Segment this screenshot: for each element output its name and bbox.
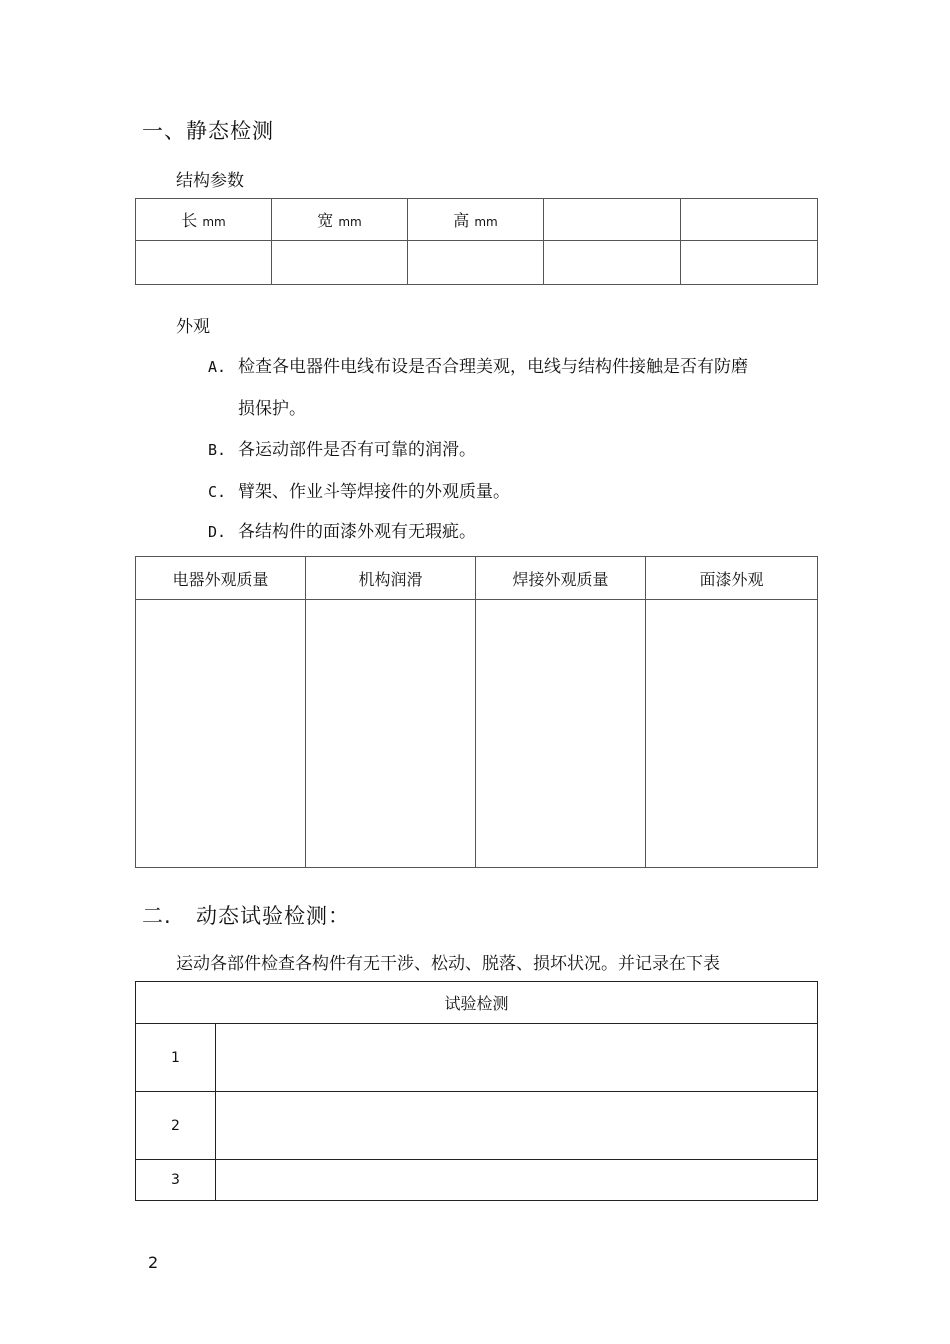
section1-heading: 一、静态检测 — [142, 119, 274, 143]
value-cell[interactable] — [136, 241, 272, 285]
page-number: 2 — [148, 1253, 159, 1272]
value-cell[interactable] — [216, 1092, 818, 1160]
value-cell[interactable] — [544, 241, 681, 285]
item-label: D. — [208, 523, 227, 541]
value-cell[interactable] — [136, 600, 306, 868]
section2-number: 二. — [142, 904, 172, 928]
row-number: 3 — [136, 1160, 216, 1201]
structure-table — [135, 198, 818, 285]
test-table — [135, 981, 818, 1201]
section2-description: 运动各部件检查各构件有无干涉、松动、脱落、损坏状况。并记录在下表 — [176, 954, 720, 974]
header-empty — [544, 199, 681, 241]
header-lubrication: 机构润滑 — [306, 557, 476, 600]
value-cell[interactable] — [216, 1160, 818, 1201]
value-cell[interactable] — [408, 241, 544, 285]
value-cell[interactable] — [646, 600, 818, 868]
item-label: A. — [208, 358, 227, 376]
item-label: C. — [208, 483, 227, 501]
value-cell[interactable] — [272, 241, 408, 285]
header-empty — [681, 199, 818, 241]
value-cell[interactable] — [681, 241, 818, 285]
value-cell[interactable] — [476, 600, 646, 868]
item-text: 检查各电器件电线布设是否合理美观，电线与结构件接触是否有防磨 — [238, 357, 748, 377]
value-cell[interactable] — [216, 1024, 818, 1092]
header-height: 高 mm — [408, 199, 544, 241]
header-welding: 焊接外观质量 — [476, 557, 646, 600]
item-label: B. — [208, 441, 227, 459]
header-width: 宽 mm — [272, 199, 408, 241]
checklist-item-a — [208, 352, 748, 377]
item-text: 各运动部件是否有可靠的润滑。 — [238, 440, 476, 460]
value-cell[interactable] — [306, 600, 476, 868]
row-number: 2 — [136, 1092, 216, 1160]
header-electrical: 电器外观质量 — [136, 557, 306, 600]
item-text: 臂架、作业斗等焊接件的外观质量。 — [238, 482, 510, 502]
checklist-item-c — [208, 477, 510, 502]
test-table-title: 试验检测 — [136, 982, 818, 1024]
checklist-item-b — [208, 435, 476, 460]
item-text: 各结构件的面漆外观有无瑕疵。 — [238, 522, 476, 542]
header-length: 长 mm — [136, 199, 272, 241]
row-number: 1 — [136, 1024, 216, 1092]
checklist-item-d — [208, 517, 476, 542]
appearance-title: 外观 — [176, 317, 210, 337]
appearance-table — [135, 556, 818, 868]
section2-heading: 动态试验检测： — [196, 904, 350, 928]
header-paint: 面漆外观 — [646, 557, 818, 600]
checklist-item-a-continued: 损保护。 — [238, 399, 306, 419]
structure-title: 结构参数 — [176, 171, 244, 191]
